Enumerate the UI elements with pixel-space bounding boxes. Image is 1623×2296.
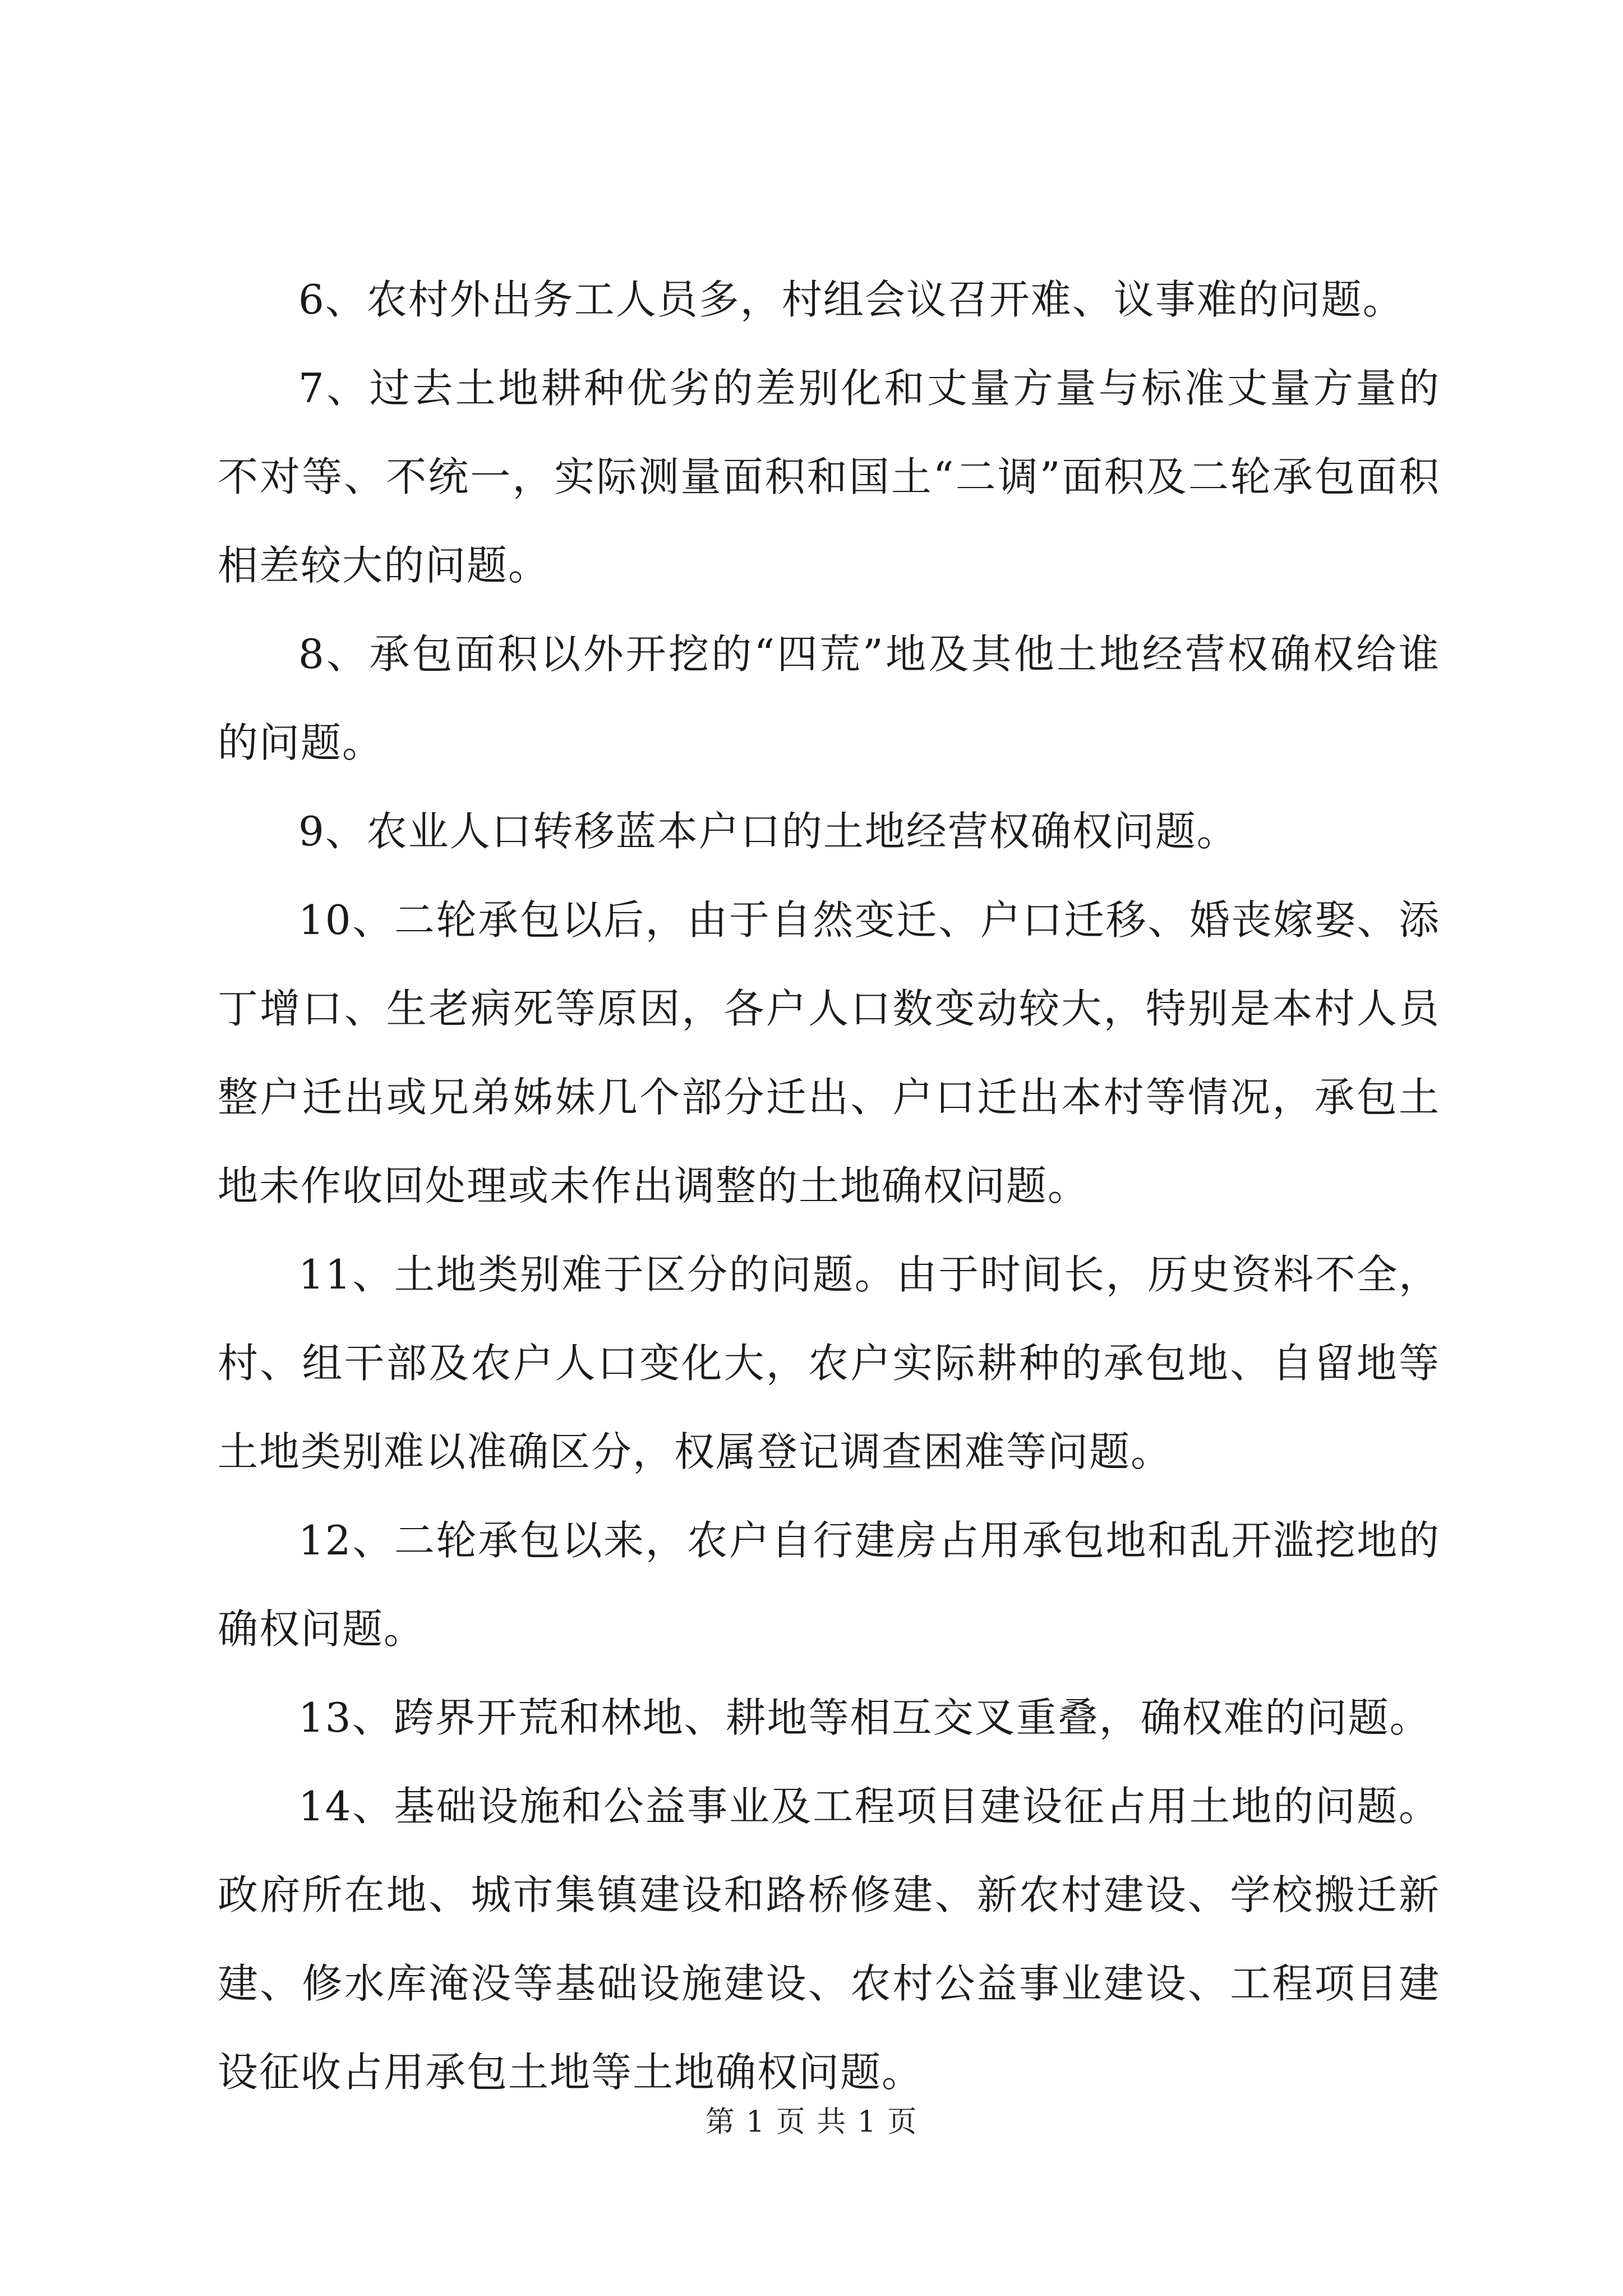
- paragraph-10: 10、二轮承包以后，由于自然变迁、户口迁移、婚丧嫁娶、添丁增口、生老病死等原因，各户人口数变动较大，特别是本村人员整户迁出或兄弟姊妹几个部分迁出、户口迁出本村等情况，承包土地未作收回处理或未作出调整的土地确权问题。: [218, 896, 1440, 1209]
- paragraph-8: 8、承包面积以外开挖的“四荒”地及其他土地经营权确权给谁的问题。: [218, 631, 1440, 766]
- paragraph-9: 9、农业人口转移蓝本户口的土地经营权确权问题。: [298, 808, 1238, 855]
- document-body: [218, 255, 1440, 2116]
- paragraph-11: 11、土地类别难于区分的问题。由于时间长，历史资料不全，村、组干部及农户人口变化大，农户实际耕种的承包地、自留地等土地类别难以准确区分，权属登记调查困难等问题。: [218, 1251, 1440, 1475]
- paragraph-7: 7、过去土地耕种优劣的差别化和丈量方量与标准丈量方量的不对等、不统一，实际测量面积和国土“二调”面积及二轮承包面积相差较大的问题。: [218, 365, 1440, 589]
- paragraph-13: 13、跨界开荒和林地、耕地等相互交叉重叠，确权难的问题。: [298, 1694, 1431, 1741]
- paragraph-6: 6、农村外出务工人员多，村组会议召开难、议事难的问题。: [298, 276, 1404, 323]
- paragraph-12: 12、二轮承包以来，农户自行建房占用承包地和乱开滥挖地的确权问题。: [218, 1517, 1440, 1653]
- page-number-footer: 第 1 页 共 1 页: [705, 2105, 918, 2139]
- paragraph-14: 14、基础设施和公益事业及工程项目建设征占用土地的问题。政府所在地、城市集镇建设和路桥修建、新农村建设、学校搬迁新建、修水库淹没等基础设施建设、农村公益事业建设、工程项目建设征收占用承包土地等土地确权问题。: [218, 1783, 1440, 2096]
